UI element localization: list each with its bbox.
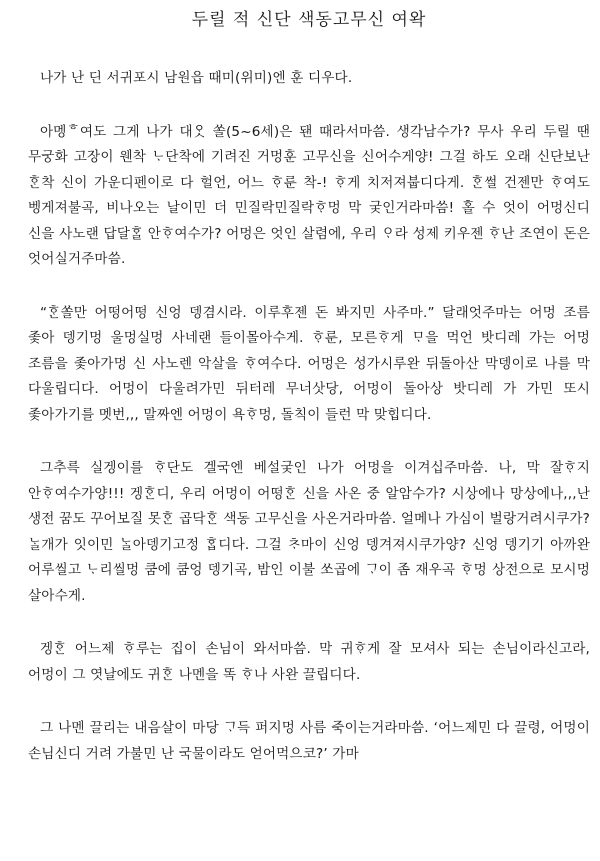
paragraph-4: 그추륵 실겡이를 ᄒᆞ단도 겔국엔 베설궂인 나가 어멍을 이겨십주마씀. 나, 막 잘ᄒᆞ지 안ᄒᆞ여수가양!!! 겡ᄒᆞᆫ디, 우리 어멍이 어떵ᄒᆞᆫ 신을 사온 중 알암수가? 시상에나 망상에나,,,난 생전 꿈도 꾸어보질 못ᄒᆞᆫ 곱닥ᄒᆞᆫ 색동 고무신을 사온거라마씀. 얼메나 가심이 벌랑거려시쿠가? ᄂᆞᆯ개가 잇이민 ᄂᆞᆯ아뎅기고정 ᄒᆞᆸ디다. 그걸 ᄎᆞ마이 신엉 뎅겨져시쿠가양? 신엉 뎅기기 아까완 어루씰고 ᄂᆞ리씰멍 쿰에 쿰엉 뎅기곡, 밤인 이불 쏘곱에 ᄀᆞ이 좀 재우곡 ᄒᆞ멍 상전으로 모시멍 살아수게. <box>28 460 590 604</box>
paragraph-6: 그 나멘 끌리는 내음살이 마당 ᄀᆞ득 퍼지멍 사름 죽이는거라마씀. ‘어느제민 다 끌령, 어멍이 손님신디 거려 가불민 난 국물이라도 얻어먹으코?’ 가마 <box>28 720 590 762</box>
paragraph-3: “ᄒᆞᆫ쏠만 어떵어떵 신엉 뎅겸시라. 이루후젠 돈 봐지민 사주마.” 달래엇주마는 어멍 조름 좇아 뎅기멍 울멍실멍 사네랜 들이몰아수게. ᄒᆞ룬, 모른ᄒᆞ게 ᄆᆞ을 먹언 밧디레 가는 어멍 조름을 좇아가멍 신 사노렌 악살을 ᄒᆞ여수다. 어멍은 성가시루완 뒤돌아산 막뎅이로 나를 막 다울립디다. 어멍이 다울려가민 뒤터레 무너삿당, 어멍이 돌아상 밧디레 가 가민 또시 좇아가기를 멧번,,, 말짜엔 어멍이 욕ᄒᆞ멍, 돌칙이 들런 막 맞힙디다. <box>28 304 590 423</box>
document-body <box>28 66 590 795</box>
paragraph-1: 나가 난 딘 서귀포시 남원읍 때미(위미)엔 훈 디우다. <box>40 70 353 86</box>
paragraph-2: 아멩ᄒ여도 그게 나가 대ᄋᆞᆺ 쏠(5~6세)은 됀 때라서마씀. 생각남수가? 무사 우리 두릴 땐 무궁화 고장이 웬착 ᄂᆞ단착에 기려진 거멍훈 고무신을 신어수게양! 그걸 하도 오래 신단보난 ᄒᆞᆫ착 신이 가운디펜이로 다 헐언, 어느 ᄒᆞ룬 착-! ᄒᆞ게 치저져붑디다게. ᄒᆞᆫ썰 건젠만 ᄒᆞ여도 벵게져불곡, 비나오는 날이민 더 민질락민질락ᄒᆞ멍 막 궂인거라마씀! 홀 수 엇이 어멍신디 신을 사노랜 답달ᄒᆞᆯ 안ᄒᆞ여수가? 어멍은 엇인 살렴에, 우리 ᄋᆞ라 성제 키우젠 ᄒᆞ난 조연이 돈은 엇어실거주마씀. <box>28 123 590 267</box>
document-title: 두릴 적 신단 색동고무신 여왁 <box>191 10 427 30</box>
paragraph-5: 겡ᄒᆞᆫ 어느제 ᄒᆞ루는 집이 손님이 와서마씀. 막 귀ᄒᆞ게 잘 모셔사 되는 손님이라신고라, 어멍이 그 엿날에도 귀ᄒᆞᆫ 나멘을 똑 ᄒᆞ나 사완 끌립디다. <box>28 641 590 683</box>
